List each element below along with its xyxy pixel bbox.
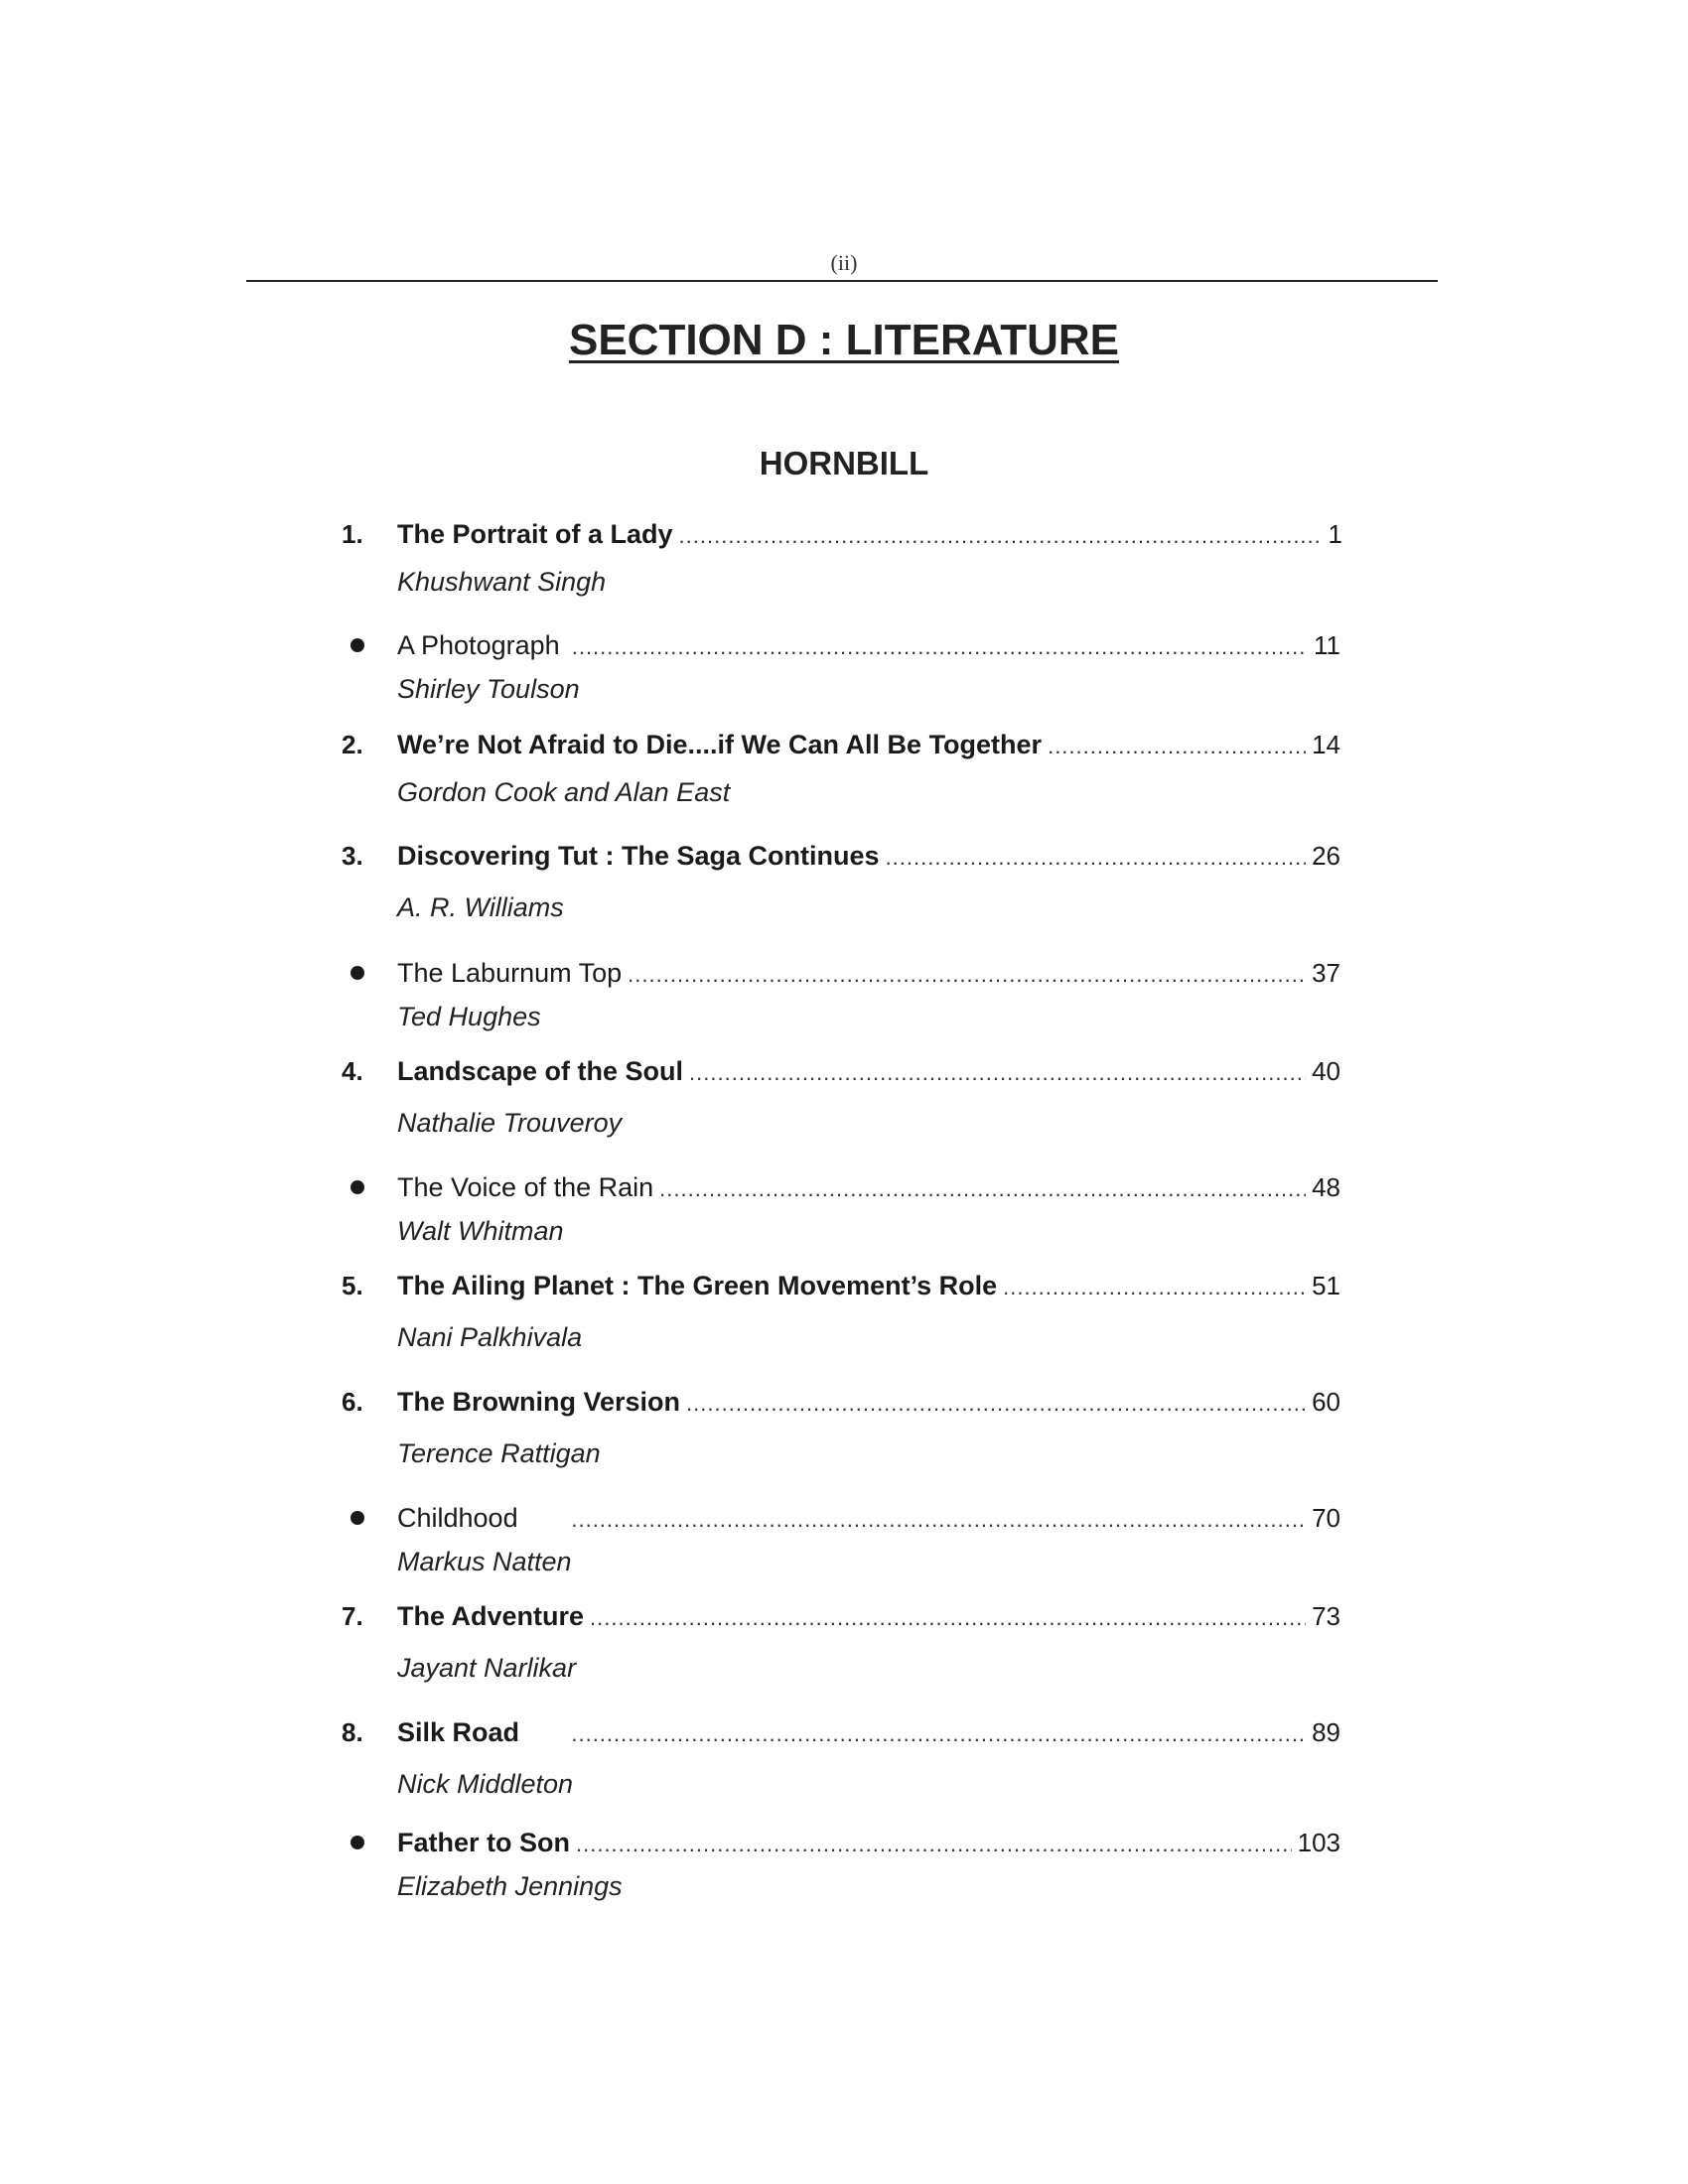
entry-title: The Portrait of a Lady [397, 519, 673, 549]
entry-number: 5. [342, 1271, 363, 1300]
page-reference: 14 [1312, 730, 1340, 759]
entry-title: Silk Road [397, 1717, 520, 1747]
bullet-icon [351, 966, 364, 980]
entry-title: Discovering Tut : The Saga Continues [397, 841, 880, 871]
page-reference: 1 [1328, 519, 1342, 549]
entry-author: A. R. Williams [397, 892, 564, 922]
bullet-icon [351, 638, 364, 652]
page-number: (ii) [830, 250, 858, 275]
entry-number: 6. [342, 1387, 363, 1417]
entry-title: The Laburnum Top [397, 958, 623, 988]
page-reference: 37 [1312, 958, 1340, 988]
entry-author: Shirley Toulson [397, 674, 580, 704]
leader-dots [686, 1386, 1306, 1422]
page-reference: 103 [1297, 1828, 1340, 1857]
leader-dots [886, 840, 1307, 876]
entry-author: Jayant Narlikar [397, 1653, 577, 1683]
leader-dots [571, 1502, 1306, 1538]
leader-dots [1003, 1270, 1306, 1305]
leader-dots [576, 1827, 1292, 1862]
entry-title: The Browning Version [397, 1387, 681, 1417]
page-reference: 51 [1312, 1271, 1340, 1300]
leader-dots [659, 1171, 1306, 1207]
bullet-icon [351, 1180, 364, 1194]
entry-number: 4. [342, 1056, 363, 1086]
entry-title: Father to Son [397, 1828, 570, 1857]
entry-number: 7. [342, 1601, 363, 1631]
entry-author: Markus Natten [397, 1547, 572, 1576]
entry-number: 3. [342, 841, 363, 871]
page-reference: 89 [1312, 1717, 1340, 1747]
entry-author: Walt Whitman [397, 1216, 564, 1246]
page-reference: 48 [1312, 1172, 1340, 1202]
entry-number: 2. [342, 730, 363, 759]
entry-title: The Adventure [397, 1601, 585, 1631]
entry-title: A Photograph [397, 630, 560, 660]
entry-author: Elizabeth Jennings [397, 1871, 623, 1901]
leader-dots [572, 629, 1308, 665]
entry-number: 1. [342, 519, 363, 549]
page-reference: 73 [1312, 1601, 1340, 1631]
entry-author: Gordon Cook and Alan East [397, 777, 731, 807]
book-title: HORNBILL [759, 445, 929, 481]
leader-dots [628, 957, 1306, 993]
page-reference: 70 [1312, 1503, 1340, 1533]
entry-title: Landscape of the Soul [397, 1056, 684, 1086]
entry-title: We’re Not Afraid to Die....if We Can All Be Together [397, 730, 1043, 759]
bullet-icon [351, 1836, 364, 1849]
entry-author: Nani Palkhivala [397, 1322, 583, 1352]
leader-dots [689, 1055, 1306, 1091]
leader-dots [571, 1716, 1306, 1752]
entry-author: Terence Rattigan [397, 1438, 601, 1468]
bullet-icon [351, 1511, 364, 1525]
page-reference: 40 [1312, 1056, 1340, 1086]
entry-author: Nathalie Trouveroy [397, 1108, 623, 1138]
page-reference: 60 [1312, 1387, 1340, 1417]
page-reference: 26 [1312, 841, 1340, 871]
leader-dots [590, 1600, 1306, 1636]
page-reference: 11 [1314, 630, 1340, 660]
leader-dots [679, 518, 1323, 554]
entry-title: Childhood [397, 1503, 518, 1533]
entry-title: The Voice of the Rain [397, 1172, 654, 1202]
leader-dots [1048, 729, 1306, 764]
entry-author: Nick Middleton [397, 1769, 574, 1799]
entry-author: Khushwant Singh [397, 567, 607, 597]
entry-author: Ted Hughes [397, 1002, 541, 1031]
entry-number: 8. [342, 1717, 363, 1747]
section-title: SECTION D : LITERATURE [568, 316, 1120, 364]
entry-title: The Ailing Planet : The Green Movement’s Role [397, 1271, 998, 1300]
